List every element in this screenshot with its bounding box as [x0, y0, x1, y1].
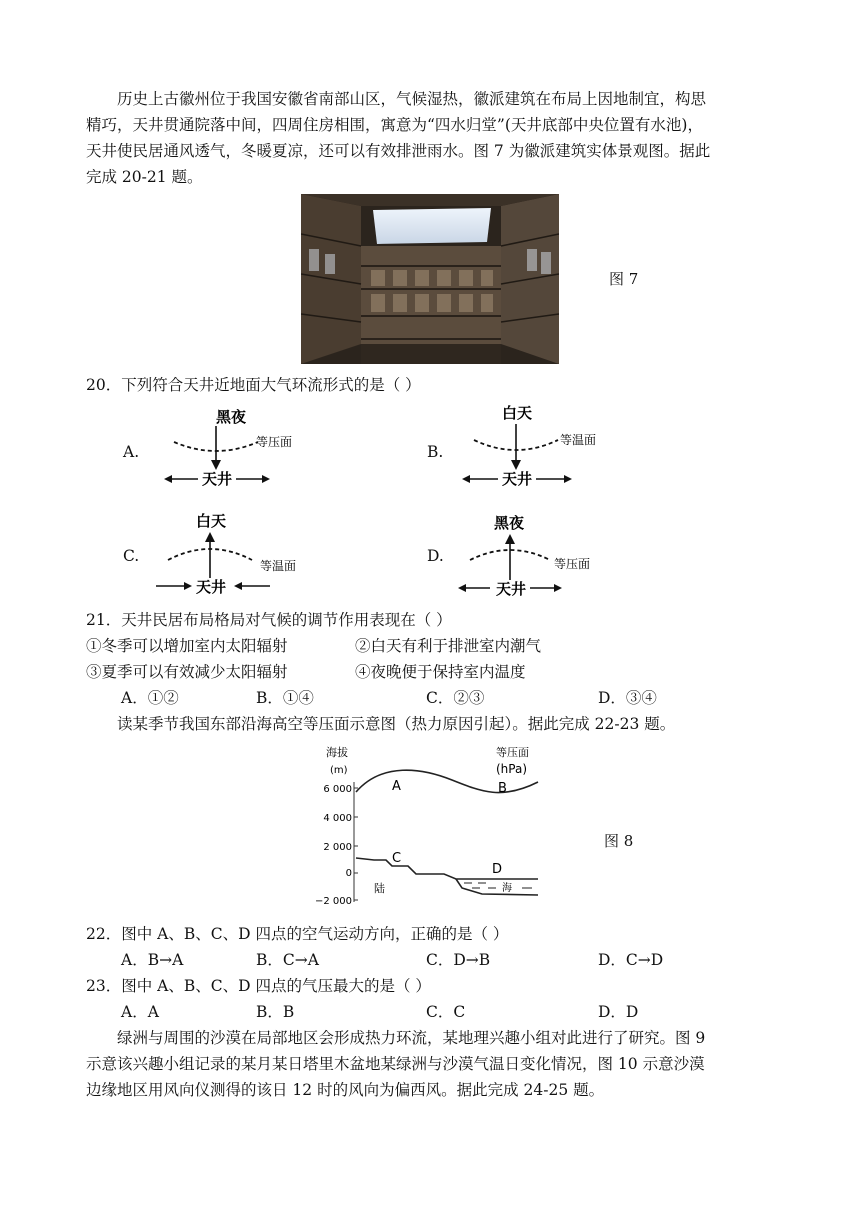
fig8-legend-title: 等压面: [496, 746, 529, 759]
intro-24-25-line-3: 边缘地区用风向仪测得的该日 12 时的风向为偏西风。据此完成 24-25 题。: [86, 1081, 605, 1099]
q21-choice-d[interactable]: D．③④: [598, 689, 657, 707]
fig8-tick-6000: 6 000: [323, 784, 352, 795]
q20-a-surface: 等压面: [256, 435, 293, 449]
q21-stem: 21．天井民居布局格局对气候的调节作用表现在（ ）: [86, 611, 452, 629]
q20-option-a-diagram: [160, 402, 320, 494]
q20-option-b-letter: B.: [427, 443, 444, 461]
intro-line-4: 完成 20-21 题。: [86, 168, 203, 186]
q22-choice-b[interactable]: B．C→A: [256, 951, 319, 969]
q23-choice-c[interactable]: C．C: [426, 1003, 466, 1021]
q20-d-surface: 等压面: [554, 557, 591, 571]
fig8-y-title: 海拔: [326, 746, 348, 759]
q21-item-4: ④夜晚便于保持室内温度: [355, 663, 526, 681]
figure-7-photo: [301, 194, 559, 364]
q21-item-3: ③夏季可以有效减少太阳辐射: [86, 663, 288, 681]
q20-b-well: 天井: [502, 470, 533, 488]
q20-stem: 20．下列符合天井近地面大气环流形式的是（ ）: [86, 376, 421, 394]
fig8-tick-4000: 4 000: [323, 813, 352, 824]
intro-line-1: 历史上古徽州位于我国安徽省南部山区，气候湿热，徽派建筑在布局上因地制宜，构思: [117, 90, 707, 108]
q23-choice-a[interactable]: A．A: [121, 1003, 159, 1021]
q20-option-a-letter: A.: [123, 443, 140, 461]
q20-option-c-letter: C.: [123, 547, 140, 565]
fig8-tick-neg2000: −2 000: [314, 896, 352, 907]
q20-c-well: 天井: [196, 578, 227, 596]
q21-item-1: ①冬季可以增加室内太阳辐射: [86, 637, 288, 655]
intro-24-25-line-1: 绿洲与周围的沙漠在局部地区会形成热力环流，某地理兴趣小组对此进行了研究。图 9: [117, 1029, 706, 1047]
q21-choice-a[interactable]: A．①②: [121, 689, 179, 707]
intro-line-3: 天井使民居通风透气，冬暖夏凉，还可以有效排泄雨水。图 7 为徽派建筑实体景观图。据此: [86, 142, 711, 160]
q20-option-b-diagram: [458, 400, 618, 494]
q22-choice-a[interactable]: A．B→A: [121, 951, 184, 969]
intro-24-25-line-2: 示意该兴趣小组记录的某月某日塔里木盆地某绿洲与沙漠气温日变化情况，图 10 示意沙漠: [86, 1055, 705, 1073]
figure-8-diagram: [312, 742, 552, 910]
fig8-land: 陆: [374, 882, 385, 895]
intro-line-2: 精巧，天井贯通院落中间，四周住房相围，寓意为“四水归堂”(天井底部中央位置有水池)，: [86, 116, 703, 134]
q21-item-2: ②白天有利于排泄室内潮气: [355, 637, 542, 655]
q20-a-well: 天井: [202, 470, 233, 488]
q21-choice-b[interactable]: B．①④: [256, 689, 314, 707]
fig8-point-b: B: [498, 781, 507, 796]
q22-choice-d[interactable]: D．C→D: [598, 951, 664, 969]
fig8-point-a: A: [392, 779, 401, 794]
figure-8-label: 图 8: [604, 832, 634, 850]
q20-c-surface: 等温面: [260, 559, 297, 573]
q20-b-time: 白天: [502, 404, 533, 422]
q20-b-surface: 等温面: [560, 433, 597, 447]
q20-d-well: 天井: [496, 580, 527, 598]
fig8-sea: 海: [502, 883, 512, 894]
q22-choice-c[interactable]: C．D→B: [426, 951, 491, 969]
q20-a-time: 黑夜: [216, 408, 247, 426]
q20-c-time: 白天: [196, 512, 227, 530]
q23-stem: 23．图中 A、B、C、D 四点的气压最大的是（ ）: [86, 977, 431, 995]
q22-stem: 22．图中 A、B、C、D 四点的空气运动方向，正确的是（ ）: [86, 925, 509, 943]
fig8-legend-unit: (hPa): [496, 762, 528, 776]
q21-choice-c[interactable]: C．②③: [426, 689, 485, 707]
q20-option-d-letter: D.: [427, 547, 444, 565]
fig8-y-unit: (m): [330, 765, 348, 776]
q20-d-time: 黑夜: [494, 514, 525, 532]
intro-22-23: 读某季节我国东部沿海高空等压面示意图（热力原因引起）。据此完成 22-23 题。: [117, 715, 676, 733]
fig8-point-c: C: [392, 851, 402, 866]
fig8-point-d: D: [492, 862, 503, 877]
q20-option-c-diagram: [152, 504, 322, 598]
fig8-tick-0: 0: [345, 868, 352, 879]
q23-choice-b[interactable]: B．B: [256, 1003, 295, 1021]
q20-option-d-diagram: [458, 508, 618, 598]
figure-7-label: 图 7: [609, 270, 639, 288]
fig8-tick-2000: 2 000: [323, 842, 352, 853]
q23-choice-d[interactable]: D．D: [598, 1003, 639, 1021]
